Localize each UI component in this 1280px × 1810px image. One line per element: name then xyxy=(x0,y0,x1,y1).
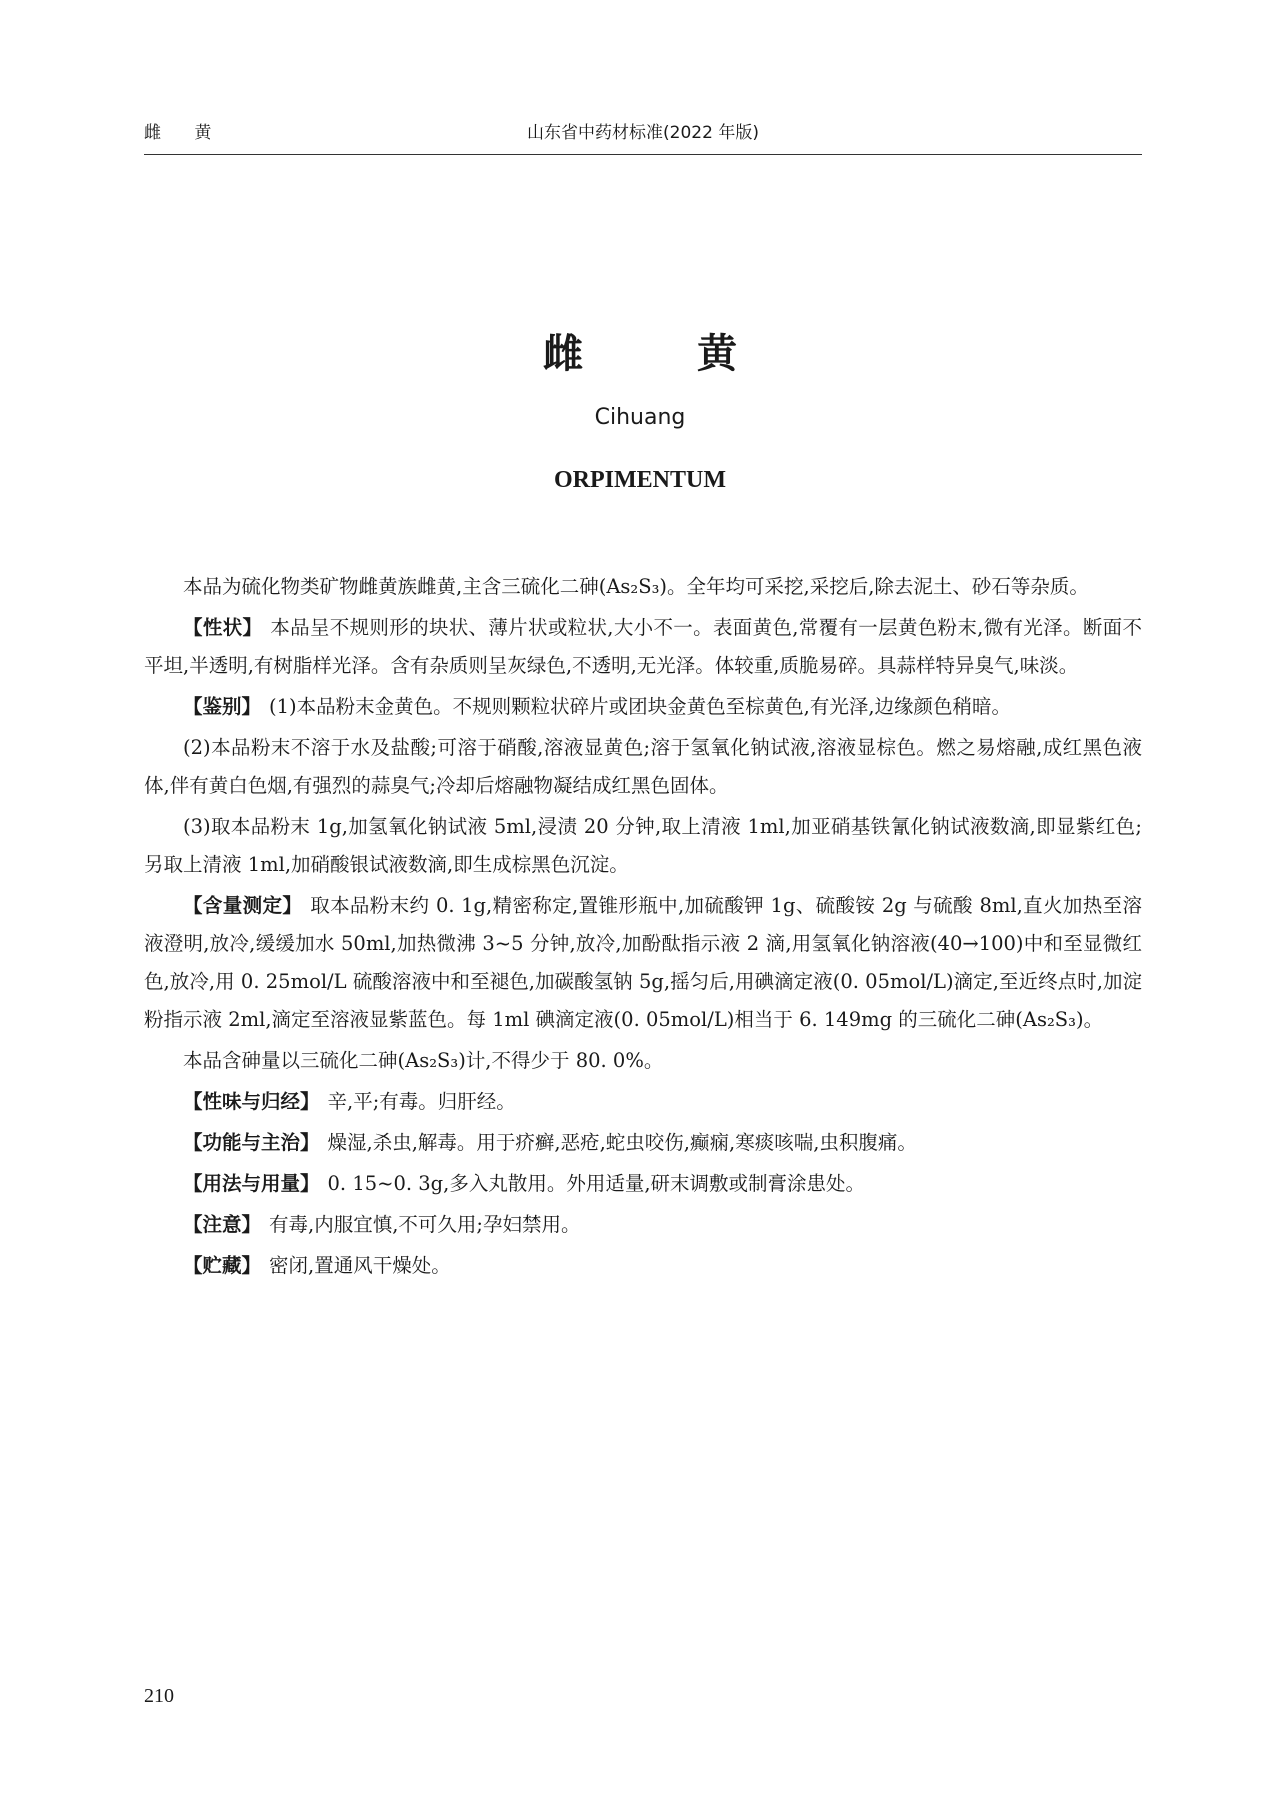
intro-paragraph xyxy=(144,568,1142,606)
functions-section xyxy=(144,1124,1142,1162)
description-section xyxy=(144,609,1142,685)
dosage-text: 0. 15~0. 3g,多入丸散用。外用适量,研末调敷或制膏涂患处。 xyxy=(327,1172,866,1195)
identification-item-2: (2)本品粉末不溶于水及盐酸;可溶于硝酸,溶液显黄色;溶于氢氧化钠试液,溶液显棕色。燃之易熔融,成红黑色液体,伴有黄白色烟,有强烈的蒜臭气;冷却后熔融物凝结成红黑色固体。 xyxy=(144,736,1142,797)
header-section-name: 雌 黄 xyxy=(144,123,226,143)
assay-text-end: )。 xyxy=(1075,1008,1104,1031)
assay-formula: As₂S₃ xyxy=(1022,1008,1076,1031)
identification-label: 【鉴别】 xyxy=(183,695,262,718)
storage-text: 密闭,置通风干燥处。 xyxy=(269,1254,451,1277)
assay-limit-text: 本品含砷量以三硫化二砷( xyxy=(183,1049,406,1072)
caution-label: 【注意】 xyxy=(183,1213,262,1236)
assay-text: 取本品粉末约 0. 1g,精密称定,置锥形瓶中,加硫酸钾 1g、硫酸铵 2g 与硫酸 8ml,直火加热至溶液澄明,放冷,缓缓加水 50ml,加热微沸 3~5 分钟,放冷,加酚酞指示液 2 滴,用氢氧化钠溶液(40→100)中和至显微红色,放冷,用 0. 25mol/L 硫酸溶液中和至褪色,加碳酸氢钠 5g,摇匀后,用碘滴定液(0. 05mol/L)滴定,至近终点时,加淀粉指示液 2ml,滴定至溶液显紫蓝色。每 1ml 碘滴定液(0. 05mol/L)相当于 6. 149mg 的三硫化二砷( xyxy=(144,894,1142,1031)
header-book-title: 山东省中药材标准(2022 年版) xyxy=(527,123,759,143)
assay-section xyxy=(144,887,1142,1039)
assay-limit xyxy=(144,1042,1142,1080)
pinyin-name: Cihuang xyxy=(594,405,686,430)
monograph-title: 雌 黄 xyxy=(543,331,787,377)
page-number: 210 xyxy=(144,1685,174,1707)
identification-section xyxy=(144,688,1142,726)
chemical-formula: As₂S₃ xyxy=(606,575,660,598)
nature-section xyxy=(144,1083,1142,1121)
description-label: 【性状】 xyxy=(183,616,263,639)
assay-limit-formula: As₂S₃ xyxy=(405,1049,459,1072)
assay-label: 【含量测定】 xyxy=(183,894,303,917)
functions-label: 【功能与主治】 xyxy=(183,1131,320,1154)
nature-label: 【性味与归经】 xyxy=(183,1090,320,1113)
identification-item-1: (1)本品粉末金黄色。不规则颗粒状碎片或团块金黄色至棕黄色,有光泽,边缘颜色稍暗。 xyxy=(269,695,1012,718)
monograph-body xyxy=(144,568,1142,1288)
running-header xyxy=(144,118,1142,155)
dosage-label: 【用法与用量】 xyxy=(183,1172,320,1195)
functions-text: 燥湿,杀虫,解毒。用于疥癣,恶疮,蛇虫咬伤,癫痫,寒痰咳喘,虫积腹痛。 xyxy=(327,1131,917,1154)
latin-name: ORPIMENTUM xyxy=(554,467,726,493)
intro-text-end: )。全年均可采挖,采挖后,除去泥土、砂石等杂质。 xyxy=(659,575,1089,598)
caution-section xyxy=(144,1206,1142,1244)
caution-text: 有毒,内服宜慎,不可久用;孕妇禁用。 xyxy=(269,1213,581,1236)
dosage-section xyxy=(144,1165,1142,1203)
assay-limit-text-end: )计,不得少于 80. 0%。 xyxy=(458,1049,664,1072)
storage-section xyxy=(144,1247,1142,1285)
identification-item-3: (3)取本品粉末 1g,加氢氧化钠试液 5ml,浸渍 20 分钟,取上清液 1ml,加亚硝基铁氰化钠试液数滴,即显紫红色;另取上清液 1ml,加硝酸银试液数滴,即生成棕黑色沉淀。 xyxy=(144,815,1142,876)
storage-label: 【贮藏】 xyxy=(183,1254,262,1277)
description-text: 本品呈不规则形的块状、薄片状或粒状,大小不一。表面黄色,常覆有一层黄色粉末,微有光泽。断面不平坦,半透明,有树脂样光泽。含有杂质则呈灰绿色,不透明,无光泽。体较重,质脆易碎。具蒜样特异臭气,味淡。 xyxy=(144,616,1142,677)
nature-text: 辛,平;有毒。归肝经。 xyxy=(327,1090,516,1113)
intro-text: 本品为硫化物类矿物雌黄族雌黄,主含三硫化二砷( xyxy=(183,575,607,598)
